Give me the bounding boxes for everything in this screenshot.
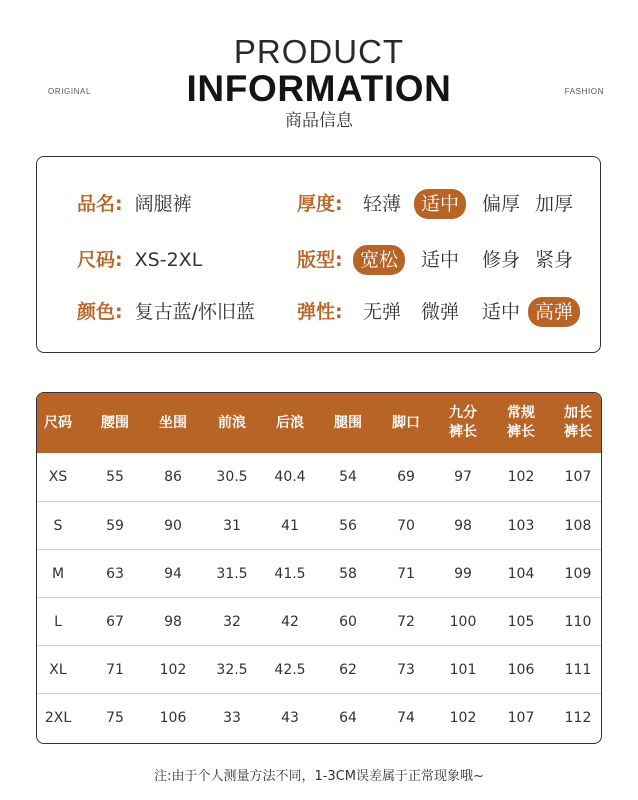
table-row [37, 453, 601, 501]
table-cell: 104 [507, 566, 535, 582]
thickness-option-light: 轻薄 [363, 193, 402, 215]
table-header-row [37, 393, 601, 453]
title-chinese: 商品信息 [285, 111, 353, 131]
table-header-cell: 腿围 [334, 414, 362, 431]
table-cell: L [54, 614, 62, 630]
table-cell: 32.5 [216, 662, 248, 678]
table-header-cell: 九分 裤长 [449, 405, 477, 440]
table-cell: 111 [564, 662, 592, 678]
table-cell: 67 [106, 614, 124, 630]
table-cell: 41.5 [274, 566, 306, 582]
table-cell: 72 [397, 614, 415, 630]
table-cell: 40.4 [274, 469, 306, 485]
table-cell: XL [49, 662, 67, 678]
table-cell: 42 [281, 614, 299, 630]
table-cell: 31 [223, 518, 241, 534]
color-value: 复古蓝/怀旧蓝 [134, 301, 256, 323]
table-cell: 71 [397, 566, 415, 582]
thickness-label: 厚度: [297, 193, 343, 215]
table-cell: 58 [339, 566, 357, 582]
table-header-cell: 加长 裤长 [564, 405, 592, 440]
table-cell: 98 [164, 614, 182, 630]
table-cell: 42.5 [274, 662, 306, 678]
table-cell: 59 [106, 518, 124, 534]
stretch-label: 弹性: [297, 301, 343, 323]
table-cell: 102 [449, 710, 477, 726]
table-cell: 99 [454, 566, 472, 582]
title-product: PRODUCT [233, 33, 405, 70]
table-header-cell: 尺码 [44, 414, 72, 431]
table-cell: S [53, 518, 63, 534]
table-cell: 75 [106, 710, 124, 726]
table-cell: 103 [507, 518, 535, 534]
table-cell: 62 [339, 662, 357, 678]
fit-option-slim: 修身 [482, 249, 521, 271]
table-header-cell: 后浪 [276, 414, 304, 431]
table-cell: XS [48, 469, 68, 485]
table-cell: 73 [397, 662, 415, 678]
table-cell: 100 [449, 614, 477, 630]
table-cell: 74 [397, 710, 415, 726]
table-cell: 94 [164, 566, 182, 582]
table-cell: 106 [159, 710, 187, 726]
thickness-option-extra-thick: 加厚 [535, 193, 574, 215]
info-row-fit [297, 245, 597, 275]
table-cell: 102 [507, 469, 535, 485]
info-row-thickness [297, 189, 597, 219]
table-cell: 41 [281, 518, 299, 534]
table-row [37, 501, 601, 550]
table-cell: 112 [564, 710, 592, 726]
product-info-panel [36, 156, 601, 353]
table-header-cell: 脚口 [392, 414, 420, 431]
stretch-option-moderate: 适中 [482, 301, 521, 323]
fit-label: 版型: [297, 249, 343, 271]
product-header [0, 0, 638, 140]
table-header-cell: 坐围 [159, 414, 187, 431]
info-row-name [77, 189, 192, 219]
stretch-option-high: 高弹 [528, 297, 580, 327]
table-cell: 86 [164, 469, 182, 485]
table-cell: 63 [106, 566, 124, 582]
fit-option-tight: 紧身 [535, 249, 574, 271]
stretch-option-none: 无弹 [363, 301, 402, 323]
table-cell: 107 [507, 710, 535, 726]
table-row [37, 645, 601, 694]
size-chart-table [36, 392, 602, 744]
table-cell: 54 [339, 469, 357, 485]
thickness-option-thick: 偏厚 [482, 193, 521, 215]
table-cell: 30.5 [216, 469, 248, 485]
table-row [37, 597, 601, 646]
table-cell: 106 [507, 662, 535, 678]
fashion-tag: FASHION [564, 87, 604, 96]
size-value: XS-2XL [134, 249, 203, 271]
table-cell: 31.5 [216, 566, 248, 582]
info-row-stretch [297, 297, 597, 327]
table-cell: 70 [397, 518, 415, 534]
table-cell: 64 [339, 710, 357, 726]
fit-option-regular: 适中 [421, 249, 460, 271]
table-header-cell: 腰围 [101, 414, 129, 431]
table-cell: 109 [564, 566, 592, 582]
table-cell: 108 [564, 518, 592, 534]
color-label: 颜色: [77, 301, 123, 323]
table-cell: 110 [564, 614, 592, 630]
fit-option-loose: 宽松 [353, 245, 405, 275]
measurement-note: 注:由于个人测量方法不同，1-3CM误差属于正常现象哦~ [154, 769, 484, 784]
title-information: INFORMATION [186, 68, 452, 109]
table-cell: M [51, 566, 65, 582]
table-row [37, 549, 601, 598]
table-cell: 107 [564, 469, 592, 485]
table-cell: 90 [164, 518, 182, 534]
info-row-size [77, 245, 202, 275]
table-cell: 33 [223, 710, 241, 726]
table-cell: 55 [106, 469, 124, 485]
table-cell: 2XL [44, 710, 72, 726]
table-cell: 32 [223, 614, 241, 630]
table-cell: 105 [507, 614, 535, 630]
thickness-option-medium: 适中 [414, 189, 466, 219]
table-row [37, 693, 601, 742]
table-cell: 98 [454, 518, 472, 534]
name-value: 阔腿裤 [134, 193, 192, 215]
table-cell: 71 [106, 662, 124, 678]
table-header-cell: 常规 裤长 [507, 405, 535, 440]
table-header-cell: 前浪 [218, 414, 246, 431]
original-tag: ORIGINAL [48, 87, 92, 96]
stretch-option-slight: 微弹 [421, 301, 460, 323]
table-cell: 97 [454, 469, 472, 485]
name-label: 品名: [77, 193, 123, 215]
table-cell: 101 [449, 662, 477, 678]
table-cell: 69 [397, 469, 415, 485]
info-row-color [77, 297, 255, 327]
table-cell: 43 [281, 710, 299, 726]
table-cell: 102 [159, 662, 187, 678]
table-cell: 60 [339, 614, 357, 630]
table-cell: 56 [339, 518, 357, 534]
size-label: 尺码: [77, 249, 123, 271]
